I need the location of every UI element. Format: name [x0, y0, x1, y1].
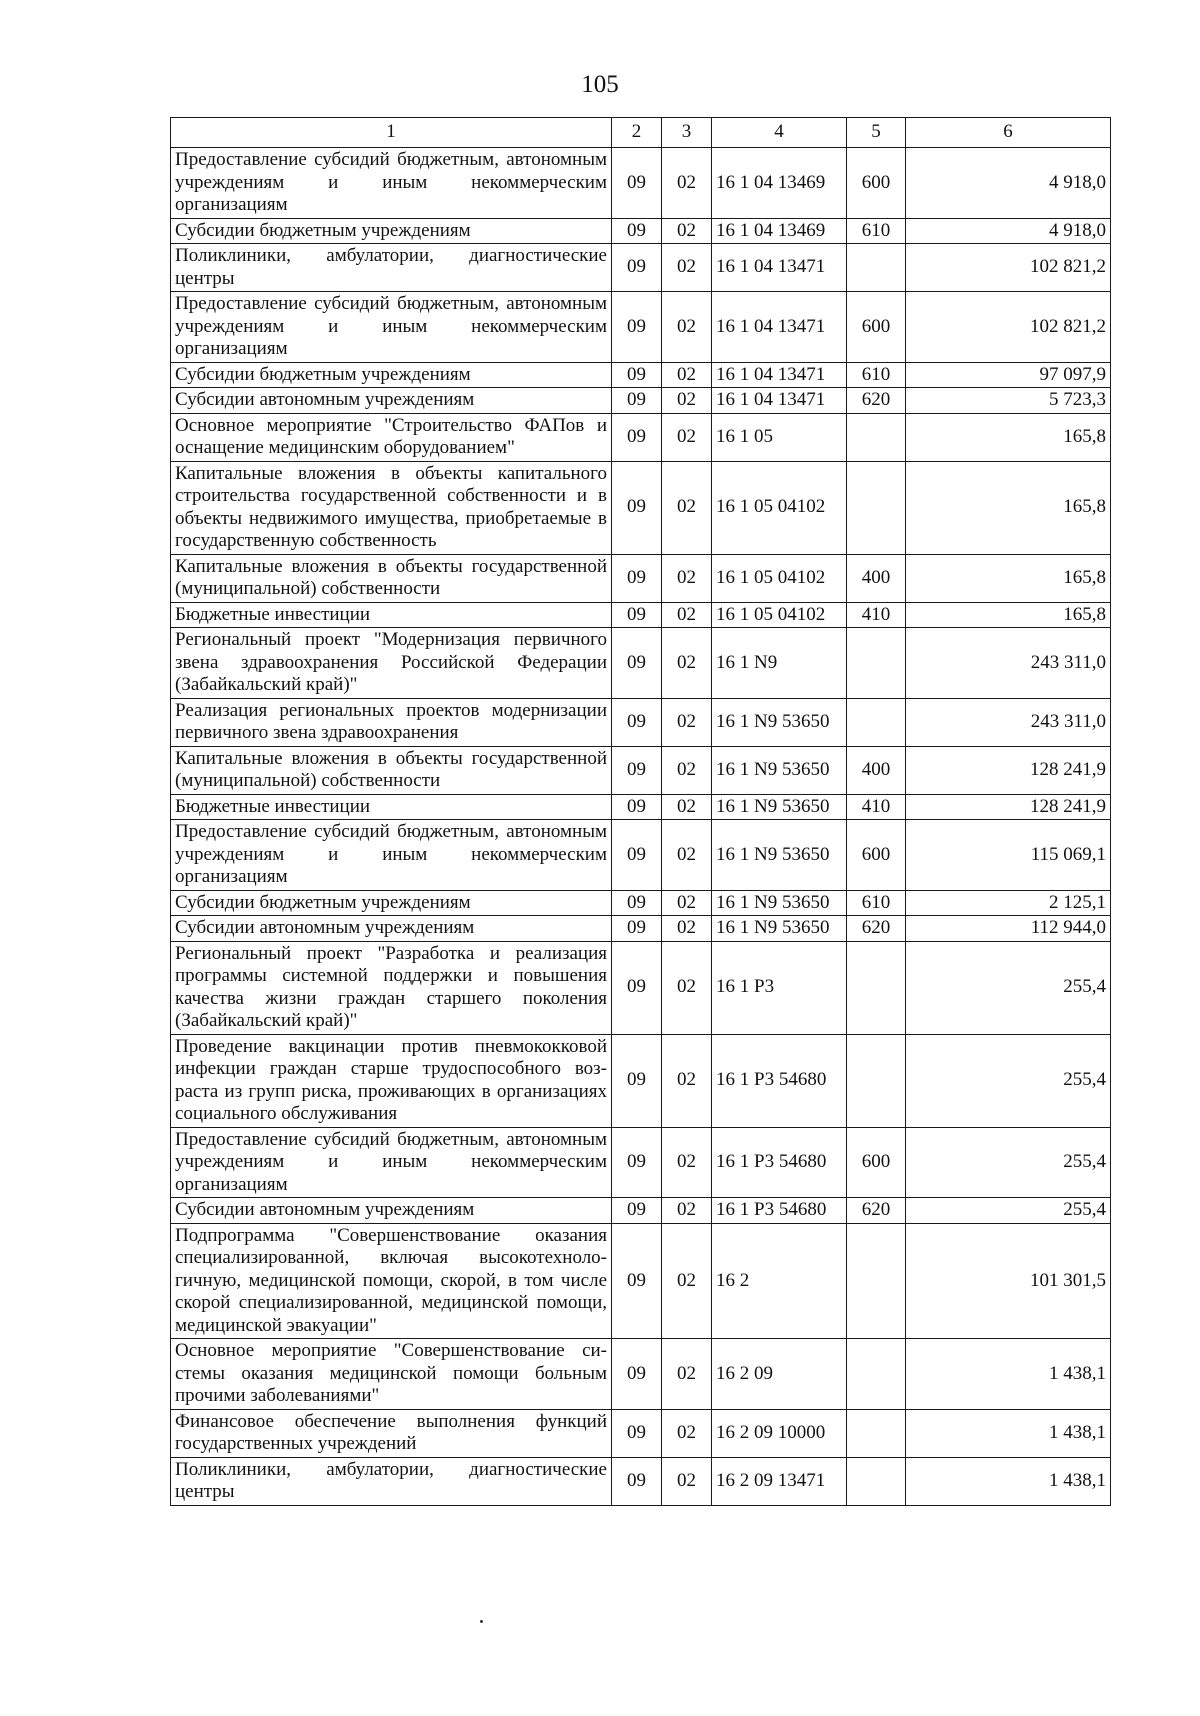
row-amount: 1 438,1	[906, 1457, 1111, 1505]
row-name: Субсидии бюджетным учреждениям	[171, 362, 612, 388]
row-pr: 02	[662, 1198, 712, 1224]
row-amount: 102 821,2	[906, 244, 1111, 292]
header-col-5: 5	[847, 118, 906, 148]
row-amount: 112 944,0	[906, 916, 1111, 942]
row-csr: 16 1 N9 53650	[712, 820, 847, 891]
row-pr: 02	[662, 628, 712, 699]
header-col-2: 2	[612, 118, 662, 148]
row-pr: 02	[662, 794, 712, 820]
row-csr: 16 1 04 13471	[712, 388, 847, 414]
row-name: Капитальные вложения в объекты капитального строительства государственной собственности и в объекты недвижимого имущества, приобретаемые в государственную собственность	[171, 461, 612, 554]
table-row	[171, 244, 1111, 292]
row-name: Поликлиники, амбулатории, диагностические центры	[171, 1457, 612, 1505]
row-name: Реализация региональных проектов модернизации первичного звена здравоохранения	[171, 698, 612, 746]
row-rz: 09	[612, 148, 662, 219]
row-amount: 165,8	[906, 461, 1111, 554]
row-pr: 02	[662, 244, 712, 292]
row-amount: 2 125,1	[906, 890, 1111, 916]
table-row	[171, 602, 1111, 628]
row-vr: 410	[847, 602, 906, 628]
row-rz: 09	[612, 1034, 662, 1127]
row-amount: 165,8	[906, 413, 1111, 461]
row-vr	[847, 413, 906, 461]
row-name: Предоставление субсидий бюджетным, автономным учреждениям и иным некоммерческим организациям	[171, 292, 612, 363]
row-csr: 16 1 04 13469	[712, 218, 847, 244]
row-pr: 02	[662, 890, 712, 916]
row-pr: 02	[662, 218, 712, 244]
row-name: Капитальные вложения в объекты государственной (муниципальной) собственности	[171, 746, 612, 794]
row-rz: 09	[612, 1409, 662, 1457]
row-amount: 101 301,5	[906, 1223, 1111, 1339]
row-amount: 102 821,2	[906, 292, 1111, 363]
page-number: 105	[581, 71, 619, 98]
row-rz: 09	[612, 1457, 662, 1505]
row-amount: 165,8	[906, 554, 1111, 602]
row-rz: 09	[612, 1127, 662, 1198]
row-name: Проведение вакцинации против пневмококковой инфекции граждан старше трудоспособного возраста из групп риска, проживающих в организациях социального обслуживания	[171, 1034, 612, 1127]
row-vr	[847, 1034, 906, 1127]
row-name: Субсидии автономным учреждениям	[171, 1198, 612, 1224]
row-csr: 16 1 N9 53650	[712, 746, 847, 794]
row-name: Капитальные вложения в объекты государственной (муниципальной) собственности	[171, 554, 612, 602]
row-amount: 243 311,0	[906, 628, 1111, 699]
row-vr: 600	[847, 1127, 906, 1198]
row-amount: 5 723,3	[906, 388, 1111, 414]
row-rz: 09	[612, 602, 662, 628]
row-rz: 09	[612, 554, 662, 602]
row-pr: 02	[662, 698, 712, 746]
table-row	[171, 1034, 1111, 1127]
row-vr: 620	[847, 1198, 906, 1224]
row-name: Региональный проект "Разработка и реализация программы системной поддержки и повышения качества жизни граждан старшего поколения (Забайкальский край)"	[171, 941, 612, 1034]
row-name: Субсидии бюджетным учреждениям	[171, 890, 612, 916]
row-rz: 09	[612, 746, 662, 794]
row-vr: 600	[847, 148, 906, 219]
row-rz: 09	[612, 388, 662, 414]
table-row	[171, 1127, 1111, 1198]
row-csr: 16 1 N9 53650	[712, 890, 847, 916]
row-csr: 16 1 P3 54680	[712, 1034, 847, 1127]
row-pr: 02	[662, 554, 712, 602]
row-amount: 255,4	[906, 1127, 1111, 1198]
table-row	[171, 362, 1111, 388]
row-amount: 1 438,1	[906, 1339, 1111, 1410]
row-name: Финансовое обеспечение выполнения функций государственных учреждений	[171, 1409, 612, 1457]
row-amount: 243 311,0	[906, 698, 1111, 746]
row-csr: 16 1 04 13471	[712, 244, 847, 292]
row-vr: 600	[847, 292, 906, 363]
row-rz: 09	[612, 1223, 662, 1339]
row-vr: 410	[847, 794, 906, 820]
row-pr: 02	[662, 292, 712, 363]
row-amount: 165,8	[906, 602, 1111, 628]
row-pr: 02	[662, 1223, 712, 1339]
row-name: Субсидии бюджетным учреждениям	[171, 218, 612, 244]
table-row	[171, 554, 1111, 602]
row-name: Основное мероприятие "Совершенствование системы оказания медицинской помощи больным прочими заболеваниями"	[171, 1339, 612, 1410]
row-vr	[847, 1457, 906, 1505]
row-csr: 16 1 P3	[712, 941, 847, 1034]
table-row	[171, 794, 1111, 820]
row-name: Предоставление субсидий бюджетным, автономным учреждениям и иным некоммерческим организациям	[171, 148, 612, 219]
row-csr: 16 1 05 04102	[712, 461, 847, 554]
row-csr: 16 2 09 10000	[712, 1409, 847, 1457]
row-rz: 09	[612, 1198, 662, 1224]
row-vr: 600	[847, 820, 906, 891]
row-pr: 02	[662, 820, 712, 891]
row-name: Основное мероприятие "Строительство ФАПов и оснащение медицинским оборудованием"	[171, 413, 612, 461]
row-name: Поликлиники, амбулатории, диагностические центры	[171, 244, 612, 292]
row-rz: 09	[612, 628, 662, 699]
row-pr: 02	[662, 602, 712, 628]
row-name: Предоставление субсидий бюджетным, автономным учреждениям и иным некоммерческим организациям	[171, 820, 612, 891]
table-row	[171, 388, 1111, 414]
row-pr: 02	[662, 1409, 712, 1457]
row-rz: 09	[612, 890, 662, 916]
row-rz: 09	[612, 413, 662, 461]
header-col-3: 3	[662, 118, 712, 148]
table-row	[171, 698, 1111, 746]
row-csr: 16 1 04 13471	[712, 292, 847, 363]
row-amount: 255,4	[906, 941, 1111, 1034]
row-rz: 09	[612, 244, 662, 292]
row-pr: 02	[662, 1127, 712, 1198]
row-pr: 02	[662, 746, 712, 794]
row-name: Предоставление субсидий бюджетным, автономным учреждениям и иным некоммерческим организациям	[171, 1127, 612, 1198]
table-row	[171, 1339, 1111, 1410]
row-csr: 16 1 N9 53650	[712, 916, 847, 942]
row-pr: 02	[662, 461, 712, 554]
table-row	[171, 746, 1111, 794]
row-name: Субсидии автономным учреждениям	[171, 388, 612, 414]
row-pr: 02	[662, 941, 712, 1034]
row-rz: 09	[612, 698, 662, 746]
table-header-row	[171, 118, 1111, 148]
table-row	[171, 628, 1111, 699]
row-amount: 128 241,9	[906, 794, 1111, 820]
row-amount: 1 438,1	[906, 1409, 1111, 1457]
row-rz: 09	[612, 1339, 662, 1410]
row-csr: 16 1 N9 53650	[712, 794, 847, 820]
row-vr: 620	[847, 916, 906, 942]
row-rz: 09	[612, 218, 662, 244]
row-pr: 02	[662, 362, 712, 388]
row-csr: 16 2	[712, 1223, 847, 1339]
row-csr: 16 1 05	[712, 413, 847, 461]
row-pr: 02	[662, 1034, 712, 1127]
row-vr	[847, 941, 906, 1034]
header-col-4: 4	[712, 118, 847, 148]
row-name: Бюджетные инвестиции	[171, 794, 612, 820]
table-row	[171, 1223, 1111, 1339]
table-row	[171, 461, 1111, 554]
row-csr: 16 1 05 04102	[712, 554, 847, 602]
table-row	[171, 1198, 1111, 1224]
row-rz: 09	[612, 916, 662, 942]
row-csr: 16 1 05 04102	[712, 602, 847, 628]
row-pr: 02	[662, 916, 712, 942]
row-pr: 02	[662, 413, 712, 461]
row-csr: 16 1 P3 54680	[712, 1198, 847, 1224]
table-row	[171, 292, 1111, 363]
row-csr: 16 2 09	[712, 1339, 847, 1410]
row-csr: 16 2 09 13471	[712, 1457, 847, 1505]
row-csr: 16 1 P3 54680	[712, 1127, 847, 1198]
row-rz: 09	[612, 941, 662, 1034]
row-pr: 02	[662, 148, 712, 219]
row-amount: 115 069,1	[906, 820, 1111, 891]
row-rz: 09	[612, 820, 662, 891]
header-col-6: 6	[906, 118, 1111, 148]
row-amount: 4 918,0	[906, 148, 1111, 219]
row-amount: 128 241,9	[906, 746, 1111, 794]
row-vr	[847, 1409, 906, 1457]
row-name: Субсидии автономным учреждениям	[171, 916, 612, 942]
row-vr	[847, 1223, 906, 1339]
budget-table	[170, 117, 1111, 1506]
row-vr: 610	[847, 362, 906, 388]
table-row	[171, 1457, 1111, 1505]
row-vr	[847, 1339, 906, 1410]
scan-speck	[480, 1620, 483, 1623]
row-amount: 255,4	[906, 1034, 1111, 1127]
row-vr	[847, 244, 906, 292]
row-vr: 620	[847, 388, 906, 414]
row-amount: 255,4	[906, 1198, 1111, 1224]
row-name: Подпрограмма "Совершенствование оказания специализированной, включая высокотехнологичную, медицинской помощи, скорой, в том числе скорой специализированной, медицинской помощи, медицинской эвакуации"	[171, 1223, 612, 1339]
row-vr	[847, 461, 906, 554]
table-row	[171, 218, 1111, 244]
row-csr: 16 1 N9	[712, 628, 847, 699]
row-rz: 09	[612, 362, 662, 388]
row-vr: 400	[847, 746, 906, 794]
row-rz: 09	[612, 794, 662, 820]
row-vr	[847, 698, 906, 746]
row-rz: 09	[612, 461, 662, 554]
row-csr: 16 1 04 13471	[712, 362, 847, 388]
row-pr: 02	[662, 1457, 712, 1505]
row-vr	[847, 628, 906, 699]
table-row	[171, 916, 1111, 942]
table-row	[171, 413, 1111, 461]
row-amount: 4 918,0	[906, 218, 1111, 244]
row-vr: 610	[847, 890, 906, 916]
table-row	[171, 941, 1111, 1034]
table-row	[171, 1409, 1111, 1457]
header-col-1: 1	[171, 118, 612, 148]
row-name: Бюджетные инвестиции	[171, 602, 612, 628]
row-name: Региональный проект "Модернизация первичного звена здравоохранения Российской Федерации (Забайкальский край)"	[171, 628, 612, 699]
row-rz: 09	[612, 292, 662, 363]
table-row	[171, 890, 1111, 916]
row-csr: 16 1 04 13469	[712, 148, 847, 219]
row-vr: 400	[847, 554, 906, 602]
table-row	[171, 820, 1111, 891]
table-row	[171, 148, 1111, 219]
row-csr: 16 1 N9 53650	[712, 698, 847, 746]
row-amount: 97 097,9	[906, 362, 1111, 388]
row-vr: 610	[847, 218, 906, 244]
row-pr: 02	[662, 388, 712, 414]
row-pr: 02	[662, 1339, 712, 1410]
